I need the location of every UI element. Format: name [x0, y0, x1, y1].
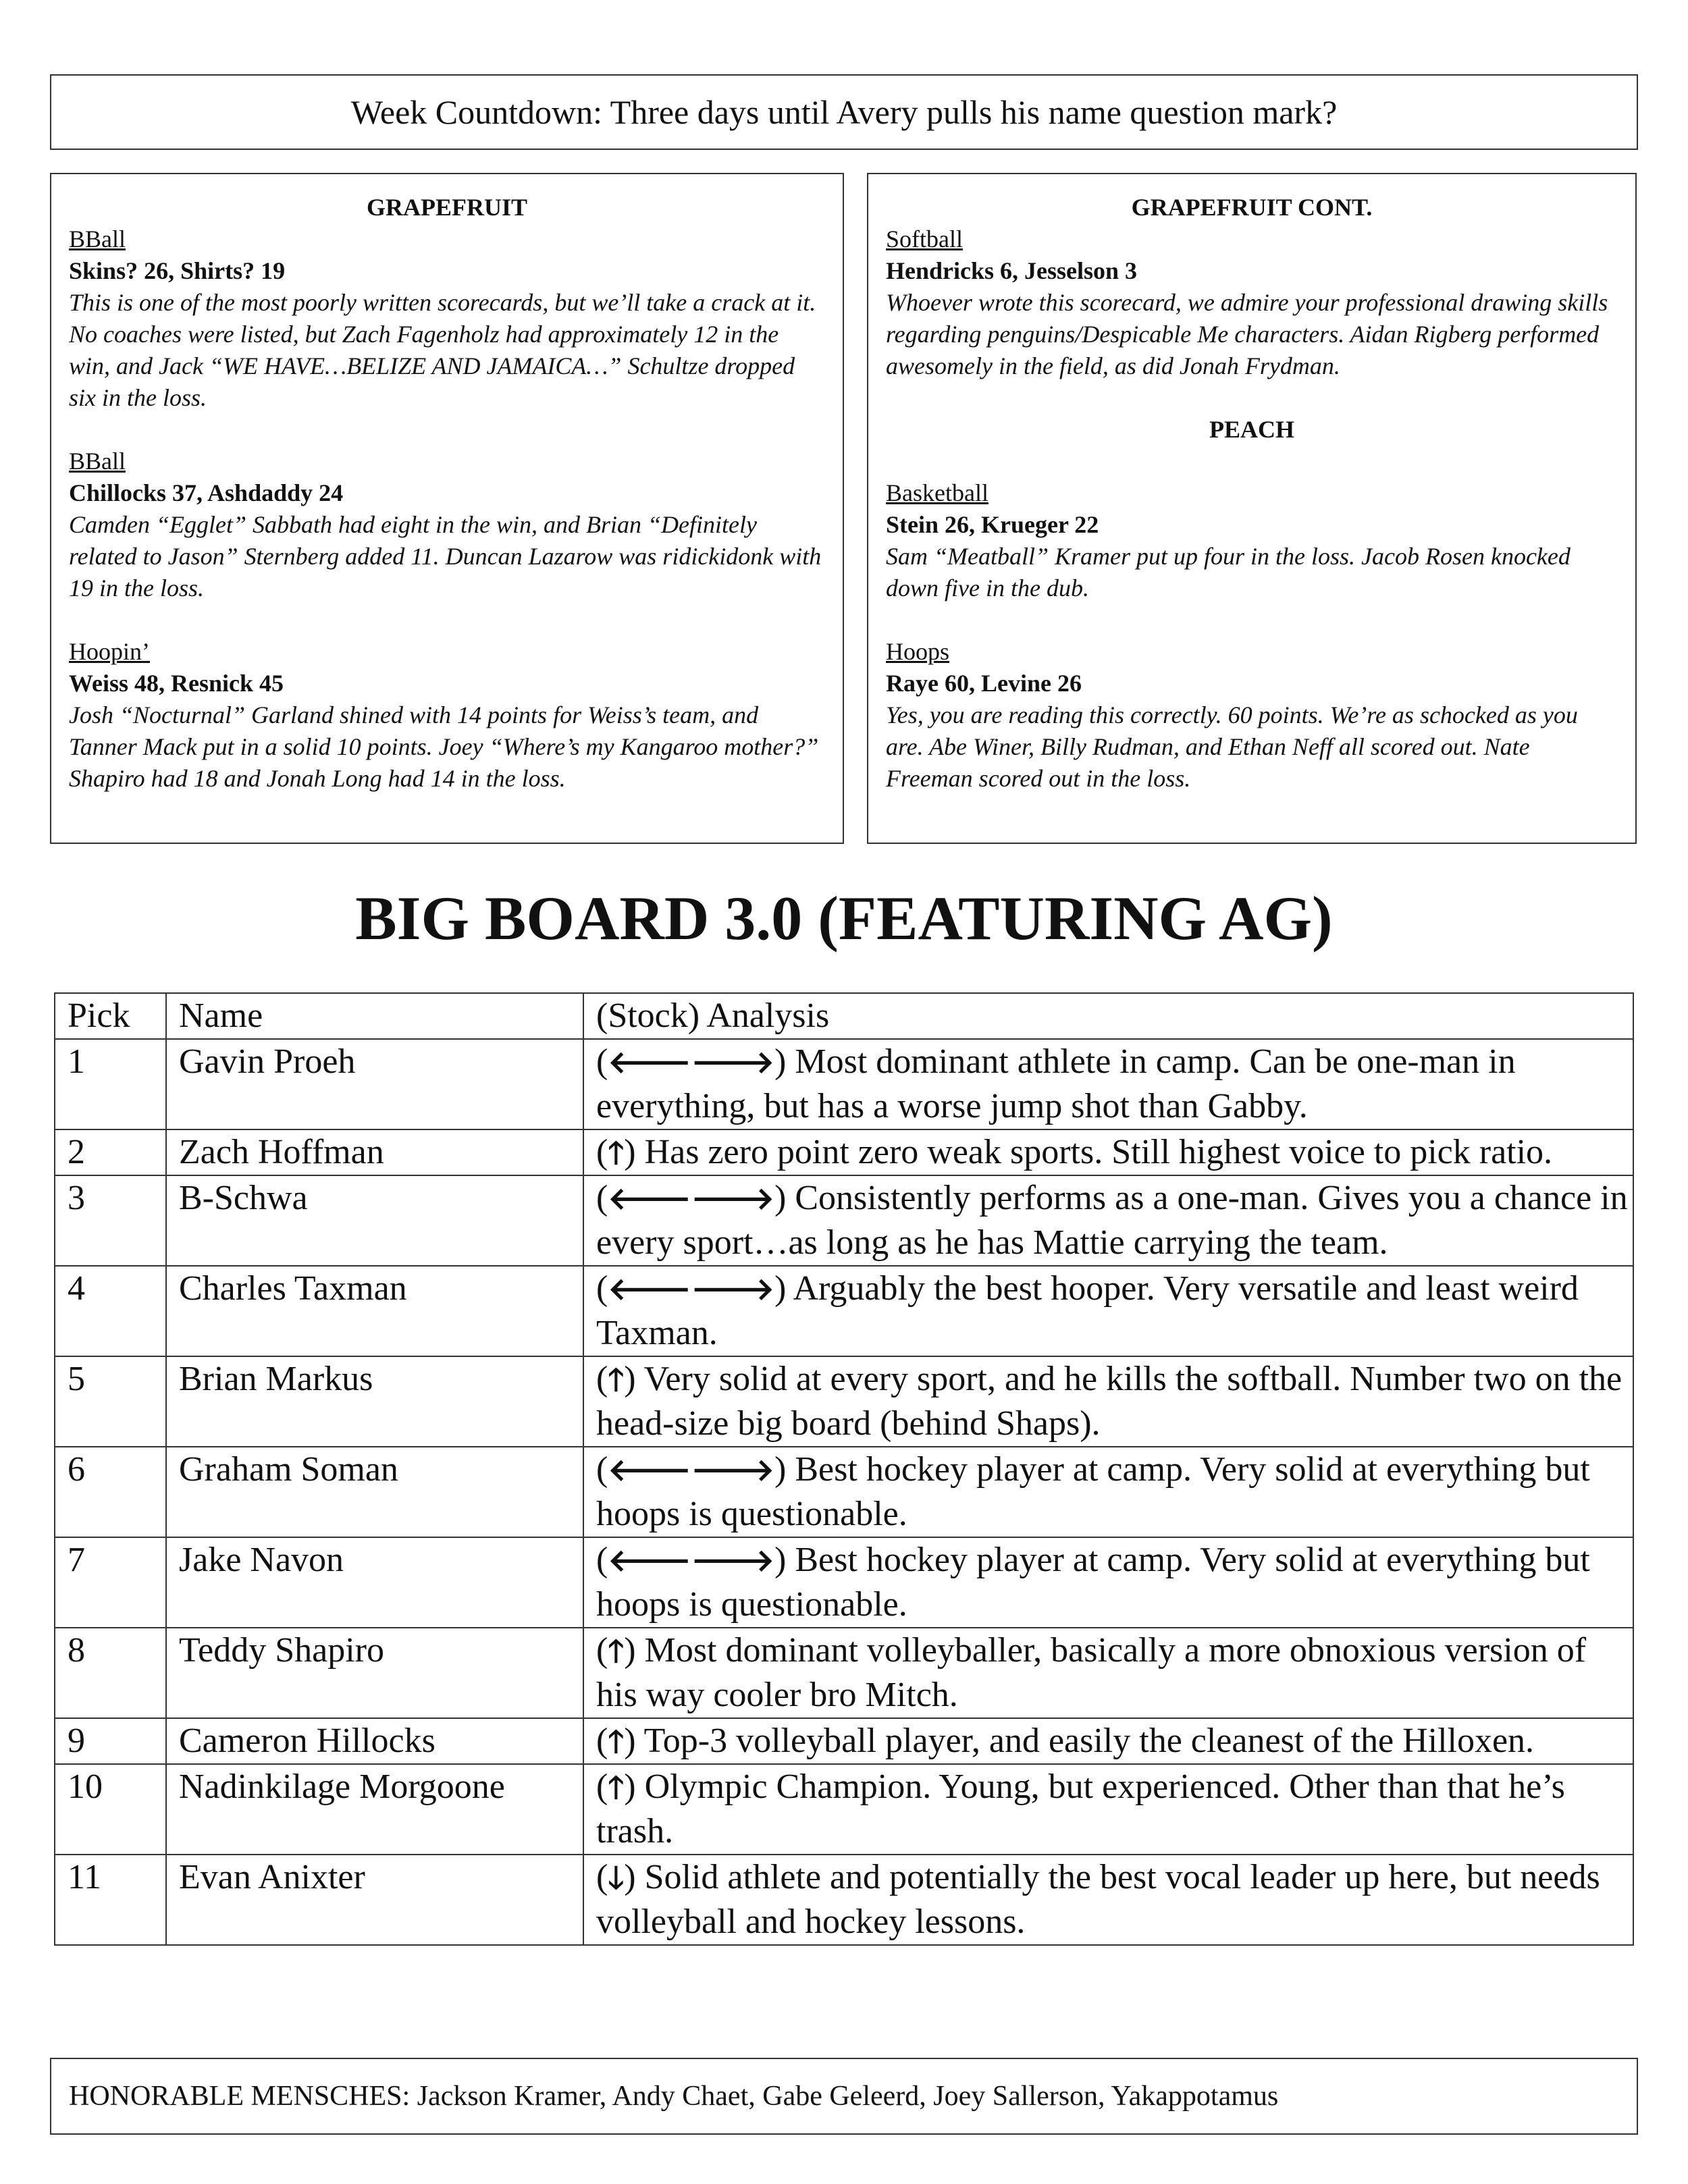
big-board-title: BIG BOARD 3.0 (FEATURING AG): [355, 884, 1333, 953]
header-analysis: (Stock) Analysis: [583, 993, 1633, 1039]
player-name: B-Schwa: [166, 1175, 583, 1266]
stock-analysis: (🡑) Very solid at every sport, and he kills the softball. Number two on the head-size big board (behind Shaps).: [583, 1356, 1633, 1447]
game-recap: [886, 636, 1618, 795]
grapefruit-cont-column: [867, 173, 1637, 844]
stock-analysis: (🡑) Olympic Champion. Young, but experienced. Other than that he’s trash.: [583, 1764, 1633, 1855]
stock-down-arrow-icon: 🡓: [608, 1859, 625, 1896]
player-name: Charles Taxman: [166, 1266, 583, 1356]
analysis-text: Arguably the best hooper. Very versatile and least weird Taxman.: [596, 1269, 1579, 1352]
stock-analysis: (🡑) Top-3 volleyball player, and easily the cleanest of the Hilloxen.: [583, 1718, 1633, 1764]
honorable-mentions-box: [50, 2058, 1638, 2135]
game-recap: [69, 223, 825, 414]
game-recap: [886, 223, 1618, 382]
game-recap: [886, 477, 1618, 604]
pick-number: 4: [55, 1266, 166, 1356]
player-name: Cameron Hillocks: [166, 1718, 583, 1764]
table-row: [55, 1039, 1633, 1129]
stock-analysis: (🡑) Has zero point zero weak sports. Still highest voice to pick ratio.: [583, 1129, 1633, 1175]
game-recap: [69, 636, 825, 795]
score-line: Weiss 48, Resnick 45: [69, 670, 284, 697]
recap-text: Yes, you are reading this correctly. 60 points. We’re as schocked as you are. Abe Winer, Billy Rudman, and Ethan Neff all scored out. Nate Freeman scored out in the loss.: [886, 701, 1578, 792]
table-row: [55, 1628, 1633, 1718]
recap-text: Whoever wrote this scorecard, we admire your professional drawing skills regarding penguins/Despicable Me characters. Aidan Rigberg performed awesomely in the field, as did Jonah Frydman.: [886, 289, 1608, 379]
big-board-table: [54, 992, 1634, 1946]
sport-label: Hoopin’: [69, 638, 150, 665]
player-name: Gavin Proeh: [166, 1039, 583, 1129]
score-line: Raye 60, Levine 26: [886, 670, 1082, 697]
table-row: [55, 1718, 1633, 1764]
analysis-text: Has zero point zero weak sports. Still highest voice to pick ratio.: [644, 1133, 1553, 1171]
analysis-text: Very solid at every sport, and he kills the softball. Number two on the head-size big board (behind Shaps).: [596, 1360, 1623, 1443]
analysis-text: Most dominant athlete in camp. Can be one-man in everything, but has a worse jump shot than Gabby.: [596, 1042, 1516, 1125]
player-name: Nadinkilage Morgoone: [166, 1764, 583, 1855]
table-row: [55, 1855, 1633, 1945]
table-row: [55, 1447, 1633, 1537]
player-name: Graham Soman: [166, 1447, 583, 1537]
stock-analysis: (🡑) Most dominant volleyballer, basically a more obnoxious version of his way cooler bro Mitch.: [583, 1628, 1633, 1718]
grapefruit-column: [50, 173, 844, 844]
honorable-mentions-text: HONORABLE MENSCHES: Jackson Kramer, Andy Chaet, Gabe Geleerd, Joey Sallerson, Yakappotamus: [69, 2081, 1279, 2112]
section-title-grapefruit: GRAPEFRUIT: [366, 194, 527, 221]
game-recap: [69, 446, 825, 604]
stock-up-arrow-icon: 🡑: [608, 1134, 625, 1171]
stock-even-arrows-icon: 🡐🡒: [608, 1271, 775, 1307]
pick-number: 5: [55, 1356, 166, 1447]
stock-even-arrows-icon: 🡐🡒: [608, 1044, 775, 1080]
stock-even-arrows-icon: 🡐🡒: [608, 1180, 775, 1217]
analysis-text: Best hockey player at camp. Very solid at everything but hoops is questionable.: [596, 1541, 1590, 1624]
header-name: Name: [166, 993, 583, 1039]
recap-text: Sam “Meatball” Kramer put up four in the loss. Jacob Rosen knocked down five in the dub.: [886, 543, 1571, 602]
analysis-text: Consistently performs as a one-man. Gives you a chance in every sport…as long as he has Mattie carrying the team.: [596, 1179, 1628, 1262]
table-row: [55, 1129, 1633, 1175]
analysis-text: Most dominant volleyballer, basically a more obnoxious version of his way cooler bro Mitch.: [596, 1631, 1587, 1714]
table-row: [55, 1356, 1633, 1447]
pick-number: 3: [55, 1175, 166, 1266]
recap-text: Camden “Egglet” Sabbath had eight in the win, and Brian “Definitely related to Jason” Sternberg added 11. Duncan Lazarow was ridickidonk with 19 in the loss.: [69, 511, 822, 602]
pick-number: 8: [55, 1628, 166, 1718]
countdown-text: Week Countdown: Three days until Avery pulls his name question mark?: [350, 93, 1338, 131]
table-row: [55, 1764, 1633, 1855]
score-line: Hendricks 6, Jesselson 3: [886, 257, 1138, 284]
table-row: [55, 1266, 1633, 1356]
pick-number: 1: [55, 1039, 166, 1129]
pick-number: 10: [55, 1764, 166, 1855]
pick-number: 7: [55, 1537, 166, 1628]
analysis-text: Solid athlete and potentially the best vocal leader up here, but needs volleyball and hockey lessons.: [596, 1858, 1600, 1941]
stock-analysis: (🡐🡒) Arguably the best hooper. Very versatile and least weird Taxman.: [583, 1266, 1633, 1356]
countdown-banner: [50, 74, 1638, 150]
stock-up-arrow-icon: 🡑: [608, 1769, 625, 1805]
header-pick: Pick: [55, 993, 166, 1039]
pick-number: 11: [55, 1855, 166, 1945]
analysis-text: Olympic Champion. Young, but experienced. Other than that he’s trash.: [596, 1767, 1565, 1850]
stock-analysis: (🡐🡒) Best hockey player at camp. Very solid at everything but hoops is questionable.: [583, 1537, 1633, 1628]
stock-analysis: (🡓) Solid athlete and potentially the best vocal leader up here, but needs volleyball and hockey lessons.: [583, 1855, 1633, 1945]
sport-label: Softball: [886, 225, 963, 252]
recap-text: This is one of the most poorly written scorecards, but we’ll take a crack at it. No coaches were listed, but Zach Fagenholz had approximately 12 in the win, and Jack “WE HAVE…BELIZE AND JAMAICA…” Schultze dropped six in the loss.: [69, 289, 816, 411]
analysis-text: Best hockey player at camp. Very solid at everything but hoops is questionable.: [596, 1450, 1590, 1533]
pick-number: 9: [55, 1718, 166, 1764]
analysis-text: Top-3 volleyball player, and easily the cleanest of the Hilloxen.: [643, 1722, 1535, 1760]
sport-label: Basketball: [886, 479, 988, 506]
stock-analysis: (🡐🡒) Consistently performs as a one-man. Gives you a chance in every sport…as long as he has Mattie carrying the team.: [583, 1175, 1633, 1266]
pick-number: 6: [55, 1447, 166, 1537]
section-title-peach: PEACH: [1209, 416, 1294, 443]
pick-number: 2: [55, 1129, 166, 1175]
score-line: Skins? 26, Shirts? 19: [69, 257, 286, 284]
recap-text: Josh “Nocturnal” Garland shined with 14 points for Weiss’s team, and Tanner Mack put in a solid 10 points. Joey “Where’s my Kangaroo mother?” Shapiro had 18 and Jonah Long had 14 in the loss.: [69, 701, 819, 792]
stock-up-arrow-icon: 🡑: [608, 1361, 625, 1397]
sport-label: BBall: [69, 225, 126, 252]
stock-up-arrow-icon: 🡑: [608, 1632, 625, 1669]
table-row: [55, 1537, 1633, 1628]
table-header-row: [55, 993, 1633, 1039]
player-name: Zach Hoffman: [166, 1129, 583, 1175]
stock-even-arrows-icon: 🡐🡒: [608, 1542, 775, 1578]
stock-analysis: (🡐🡒) Most dominant athlete in camp. Can be one-man in everything, but has a worse jump shot than Gabby.: [583, 1039, 1633, 1129]
player-name: Jake Navon: [166, 1537, 583, 1628]
stock-analysis: (🡐🡒) Best hockey player at camp. Very solid at everything but hoops is questionable.: [583, 1447, 1633, 1537]
player-name: Evan Anixter: [166, 1855, 583, 1945]
stock-even-arrows-icon: 🡐🡒: [608, 1451, 775, 1488]
stock-up-arrow-icon: 🡑: [608, 1723, 625, 1759]
player-name: Brian Markus: [166, 1356, 583, 1447]
player-name: Teddy Shapiro: [166, 1628, 583, 1718]
table-row: [55, 1175, 1633, 1266]
score-line: Stein 26, Krueger 22: [886, 511, 1099, 538]
sport-label: Hoops: [886, 638, 950, 665]
score-line: Chillocks 37, Ashdaddy 24: [69, 479, 344, 506]
sport-label: BBall: [69, 448, 126, 475]
section-title-grapefruit-cont: GRAPEFRUIT CONT.: [1131, 194, 1373, 221]
